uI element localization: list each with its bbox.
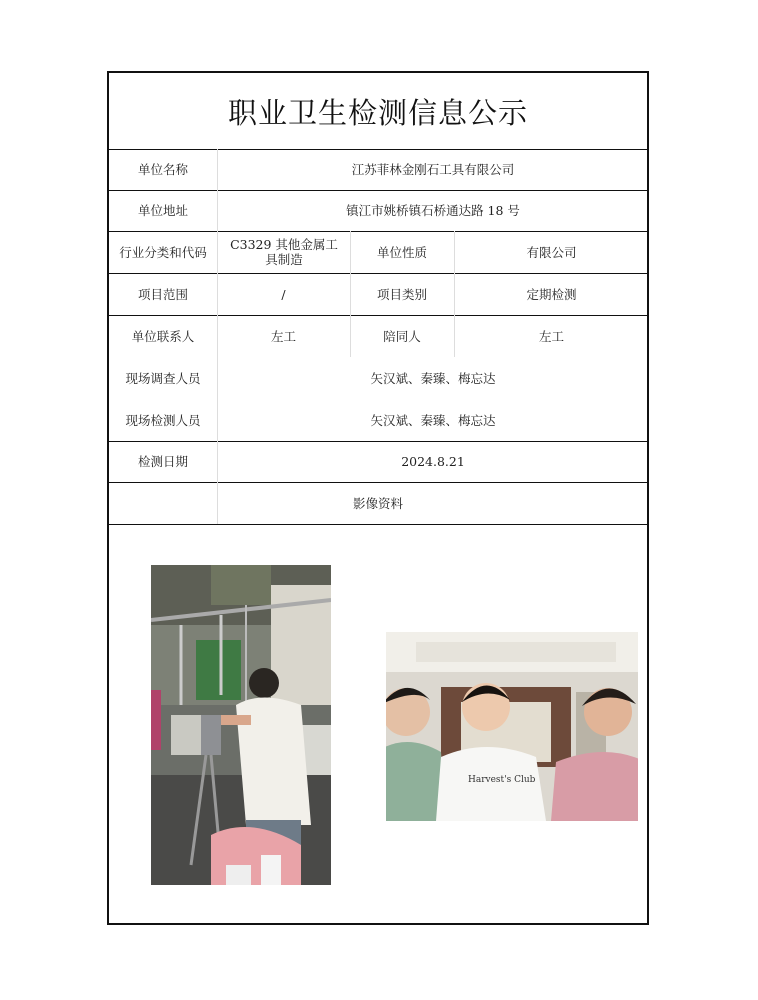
unit-name-value: 江苏菲林金刚石工具有限公司 bbox=[351, 162, 515, 177]
unit-address-label: 单位地址 bbox=[137, 203, 188, 218]
industry-label: 行业分类和代码 bbox=[119, 244, 207, 260]
unit-nature-label: 单位性质 bbox=[376, 244, 427, 260]
shirt-text: Harvest's Club bbox=[468, 775, 536, 785]
test-date-value: 2024.8.21 bbox=[401, 454, 465, 469]
survey-staff-value: 矢汉斌、秦臻、梅忘达 bbox=[370, 370, 496, 386]
project-type-value: 定期检测 bbox=[526, 286, 577, 302]
unit-address-value: 镇江市姚桥镇石桥通达路 18 号 bbox=[346, 203, 520, 218]
info-form bbox=[107, 71, 649, 925]
project-scope-value: / bbox=[281, 286, 286, 302]
factory-worker-photo bbox=[151, 565, 331, 885]
contact-value: 左工 bbox=[270, 328, 296, 344]
contact-label: 单位联系人 bbox=[131, 328, 195, 344]
testing-staff-label: 现场检测人员 bbox=[125, 412, 201, 428]
unit-name-label: 单位名称 bbox=[137, 162, 188, 177]
escort-value: 左工 bbox=[538, 328, 564, 344]
survey-staff-label: 现场调查人员 bbox=[125, 370, 201, 386]
test-date-label: 检测日期 bbox=[137, 454, 188, 469]
testing-staff-value: 矢汉斌、秦臻、梅忘达 bbox=[370, 412, 496, 428]
group-selfie-photo bbox=[386, 632, 638, 821]
industry-value: C3329 其他金属工具制造 bbox=[230, 237, 338, 267]
row-divider bbox=[109, 524, 647, 525]
project-type-label: 项目类别 bbox=[376, 286, 427, 302]
unit-nature-value: 有限公司 bbox=[526, 244, 577, 260]
escort-label: 陪同人 bbox=[383, 328, 421, 344]
images-section-title: 影像资料 bbox=[352, 495, 403, 511]
page-title: 职业卫生检测信息公示 bbox=[227, 95, 528, 130]
project-scope-label: 项目范围 bbox=[137, 286, 188, 302]
